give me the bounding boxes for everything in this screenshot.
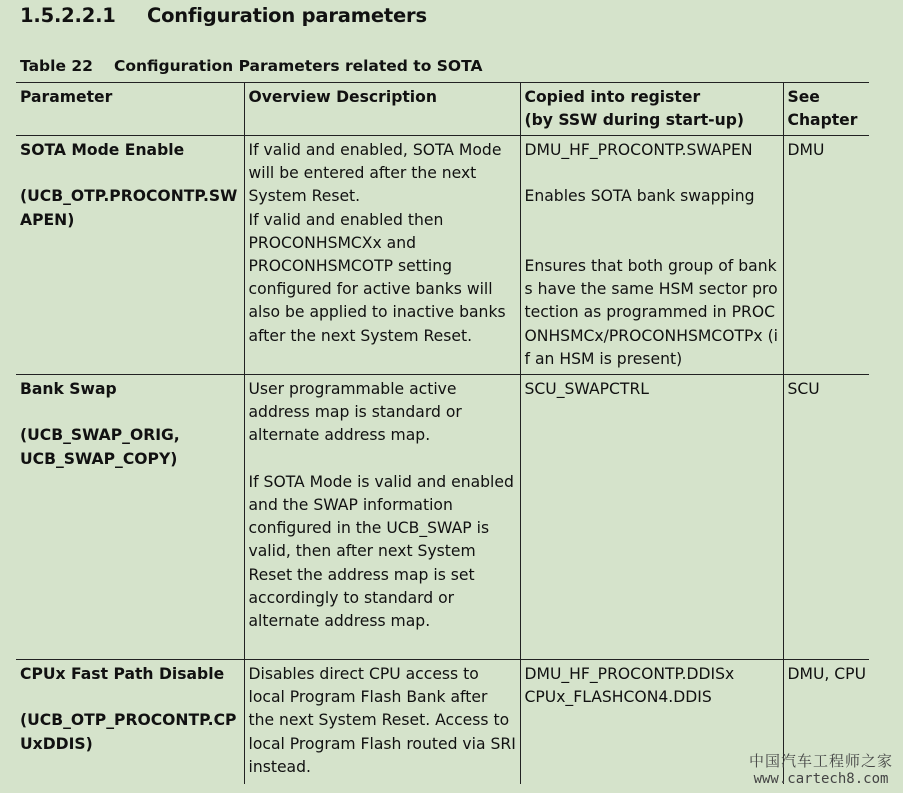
table-row [16, 660, 869, 784]
header-copied-line1: Copied into register [524, 88, 701, 106]
table-header-row [16, 83, 869, 136]
chapter-cell: DMU [783, 136, 869, 375]
description-text: User programmable active address map is standard or alternate address map. [248, 380, 462, 445]
parameter-name: Bank Swap [20, 380, 117, 398]
description-text: If SOTA Mode is valid and enabled and the SWAP information configured in the UCB_SWAP is valid, then after next System Reset the address map is set accordingly to standard or alternate address map. [248, 472, 514, 631]
header-see-chapter [783, 83, 869, 136]
description-cell [244, 375, 520, 660]
section-heading [20, 4, 427, 27]
register-name: DMU_HF_PROCONTP.SWAPEN [524, 141, 753, 159]
register-name: CPUx_FLASHCON4.DDIS [524, 688, 712, 707]
chapter-cell: SCU [783, 375, 869, 660]
description-cell [244, 660, 520, 784]
header-copied-line2: (by SSW during start-up) [524, 111, 745, 130]
parameter-cell [16, 136, 244, 375]
register-note: Enables SOTA bank swapping [524, 187, 755, 206]
table-row [16, 136, 869, 375]
chapter-cell: DMU, CPU [783, 660, 869, 784]
parameter-ucb: (UCB_OTP.PROCONTP.SWAPEN) [20, 187, 238, 229]
description-text: If valid and enabled then PROCONHSMCXx and PROCONHSMCOTP setting configured for active banks will also be applied to inactive banks after the next System Reset. [248, 210, 506, 345]
register-cell [520, 136, 783, 375]
header-parameter: Parameter [16, 83, 244, 136]
header-see-line1: See [787, 88, 820, 106]
section-number: 1.5.2.2.1 [20, 4, 116, 27]
header-see-line2: Chapter [787, 111, 858, 130]
header-overview: Overview Description [244, 83, 520, 136]
header-copied [520, 83, 783, 136]
parameter-cell [16, 375, 244, 660]
description-text: If valid and enabled, SOTA Mode will be entered after the next System Reset. [248, 141, 502, 206]
parameter-cell [16, 660, 244, 784]
register-cell [520, 375, 783, 660]
description-cell [244, 136, 520, 375]
table-caption [20, 57, 482, 75]
table-row [16, 375, 869, 660]
register-name: DMU_HF_PROCONTP.DDISx [524, 665, 735, 683]
config-parameters-table [16, 82, 869, 784]
parameter-name: CPUx Fast Path Disable [20, 665, 225, 683]
watermark-url: www.cartech8.com [753, 771, 889, 787]
register-name: SCU_SWAPCTRL [524, 380, 649, 398]
parameter-name: SOTA Mode Enable [20, 141, 185, 159]
parameter-ucb: (UCB_OTP_PROCONTP.CPUxDDIS) [20, 711, 237, 753]
description-text: Disables direct CPU access to local Program Flash Bank after the next System Reset. Access to local Program Flash routed via SRI instead. [248, 665, 516, 776]
watermark-chinese: 中国汽车工程师之家 [748, 752, 893, 770]
table-number: Table 22 [20, 57, 93, 75]
parameter-ucb: (UCB_SWAP_ORIG, UCB_SWAP_COPY) [20, 426, 180, 468]
register-cell [520, 660, 783, 784]
watermark [749, 750, 893, 787]
section-title: Configuration parameters [147, 4, 427, 27]
table-title: Configuration Parameters related to SOTA [114, 57, 483, 75]
register-note: Ensures that both group of banks have the same HSM sector protection as programmed in PROCONHSMCx/PROCONHSMCOTPx (if an HSM is present) [524, 256, 778, 368]
